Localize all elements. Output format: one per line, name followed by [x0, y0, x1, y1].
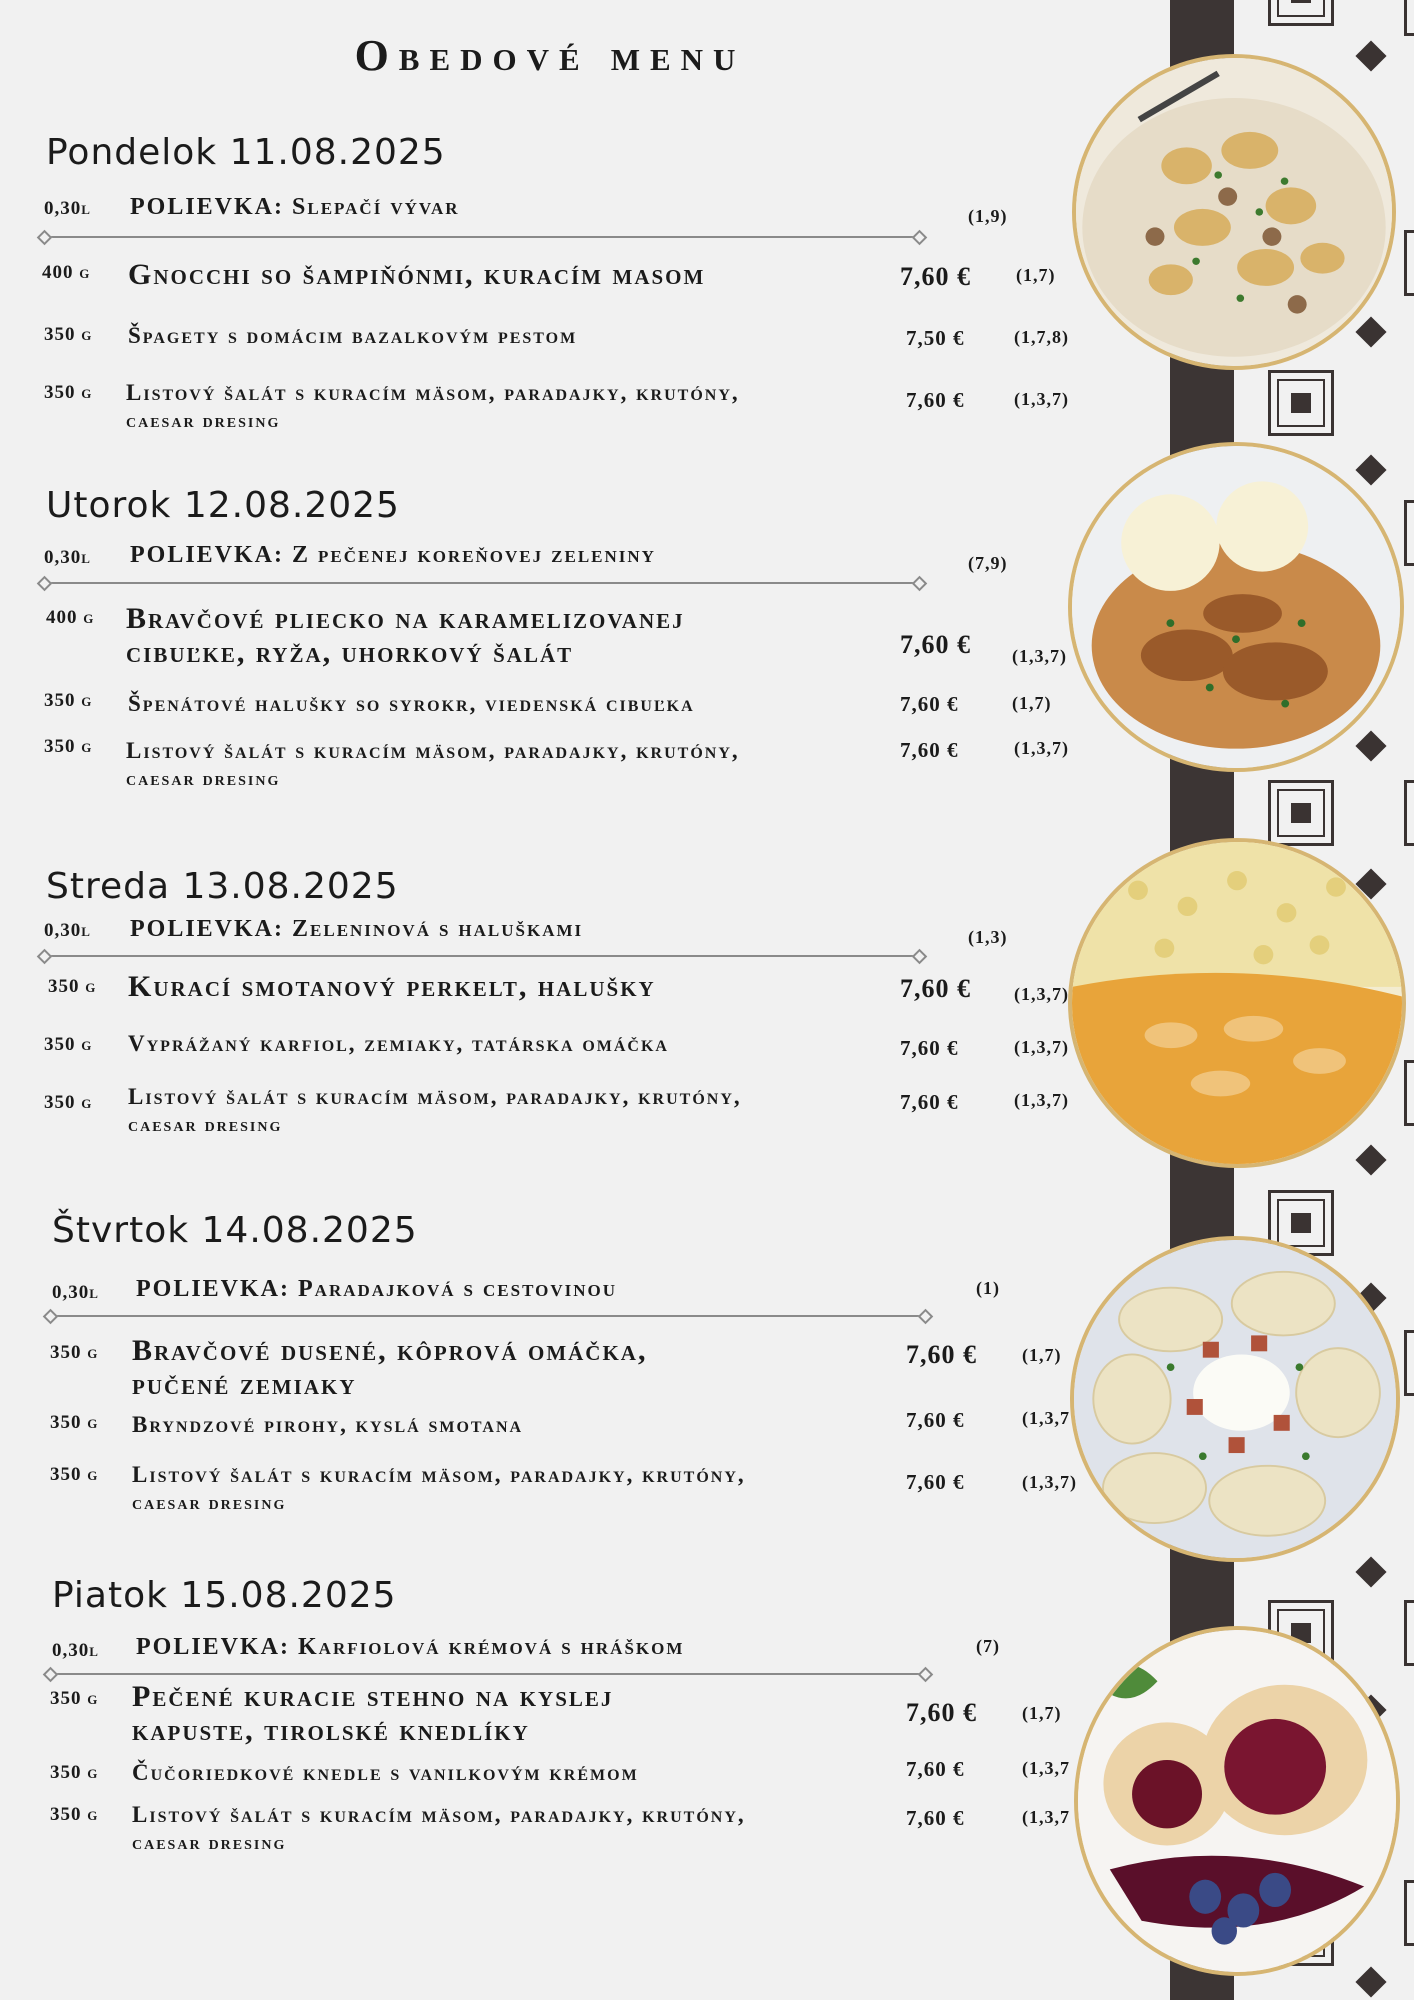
soup-allergens: (1) [976, 1278, 1000, 1298]
item-qty: 350 g [44, 1092, 93, 1113]
dish-name: Listový šalát s kuracím mäsom, paradajky, krutóny, [132, 1462, 746, 1487]
main-dish-name: Kurací smotanový perkelt, halušky [128, 970, 656, 1003]
main-dish-name-line2: kapuste, tirolské knedlíky [132, 1714, 530, 1747]
dish-name: Listový šalát s kuracím mäsom, paradajky, krutóny, [128, 1084, 742, 1109]
item-allergens: (1,7) [1022, 1345, 1062, 1365]
item-price: 7,60 € [900, 1036, 959, 1060]
item-price: 7,60 € [906, 1757, 965, 1781]
bracket-ornament [1404, 1880, 1414, 1946]
item-allergens: (1,3,7) [1014, 984, 1069, 1004]
soup-qty: 0,30l [52, 1282, 99, 1303]
diamond-ornament [1355, 40, 1386, 71]
item-price: 7,60 € [906, 1408, 965, 1432]
item-allergens: (1,3,7) [1012, 646, 1067, 666]
soup-qty: 0,30l [44, 198, 91, 219]
item-qty: 350 g [44, 382, 93, 403]
gnocchi-photo [1072, 54, 1396, 370]
item-qty: 350 g [44, 690, 93, 711]
item-allergens: (1,3,7) [1014, 389, 1069, 409]
item-qty: 400 g [42, 262, 91, 283]
item-allergens: (1,3,7) [1014, 1090, 1069, 1110]
day-heading: Utorok 12.08.2025 [46, 485, 400, 526]
main-dish-name: Bravčové pliecko na karamelizovanej [126, 602, 685, 635]
square-ornament [1268, 0, 1334, 26]
dish-name-line2: caesar dresing [128, 1114, 283, 1136]
main-dish-name-line2: pučené zemiaky [132, 1368, 357, 1401]
dish-name: Čučoriedkové knedle s vanilkovým krémom [132, 1760, 639, 1785]
bracket-ornament [1404, 0, 1414, 36]
menu-title: Obedové menu [354, 31, 746, 80]
divider [44, 955, 920, 957]
dish-name-line2: caesar dresing [132, 1492, 287, 1514]
diamond-ornament [1355, 730, 1386, 761]
soup-allergens: (1,3) [968, 927, 1008, 947]
day-heading: Štvrtok 14.08.2025 [52, 1210, 418, 1251]
item-qty: 400 g [46, 607, 95, 628]
item-price: 7,60 € [900, 692, 959, 716]
item-price: 7,60 € [900, 630, 971, 659]
item-qty: 350 g [50, 1762, 99, 1783]
dish-name: Vyprážaný karfiol, zemiaky, tatárska omáčka [128, 1031, 669, 1056]
soup-name: POLIEVKA: Karfiolová krémová s hráškom [136, 1634, 685, 1660]
diamond-ornament [1355, 316, 1386, 347]
bracket-ornament [1404, 1600, 1414, 1666]
bracket-ornament [1404, 500, 1414, 566]
dish-name-line2: caesar dresing [126, 410, 281, 432]
dish-name: Špagety s domácim bazalkovým pestom [128, 323, 578, 348]
dish-name-line2: caesar dresing [132, 1832, 287, 1854]
item-qty: 350 g [50, 1412, 99, 1433]
perkelt-photo [1068, 838, 1406, 1168]
divider [50, 1315, 926, 1317]
item-allergens: (1,3,7) [1014, 1037, 1069, 1057]
item-allergens: (1,7) [1022, 1703, 1062, 1723]
dumplings-photo [1074, 1626, 1400, 1976]
day-heading: Pondelok 11.08.2025 [46, 132, 446, 173]
item-allergens: (1,3,7 [1022, 1758, 1070, 1778]
square-ornament [1268, 370, 1334, 436]
divider [50, 1673, 926, 1675]
item-qty: 350 g [50, 1342, 99, 1363]
bracket-ornament [1404, 780, 1414, 846]
item-qty: 350 g [50, 1688, 99, 1709]
main-dish-name: Bravčové dusené, kôprová omáčka, [132, 1334, 648, 1367]
item-allergens: (1,7) [1012, 693, 1052, 713]
day-heading: Streda 13.08.2025 [46, 866, 399, 907]
dish-name: Listový šalát s kuracím mäsom, paradajky, krutóny, [126, 380, 740, 405]
main-dish-name-line2: cibuľke, ryža, uhorkový šalát [126, 636, 574, 669]
item-price: 7,60 € [906, 1340, 977, 1369]
main-dish-name: Pečené kuracie stehno na kyslej [132, 1680, 614, 1713]
item-allergens: (1,7) [1016, 265, 1056, 285]
item-price: 7,60 € [906, 388, 965, 412]
item-price: 7,60 € [906, 1806, 965, 1830]
item-price: 7,50 € [906, 326, 965, 350]
item-allergens: (1,7,8) [1014, 327, 1069, 347]
dish-name: Listový šalát s kuracím mäsom, paradajky, krutóny, [132, 1802, 746, 1827]
divider [44, 582, 920, 584]
item-qty: 350 g [44, 324, 93, 345]
item-allergens: (1,3,7 [1022, 1408, 1070, 1428]
soup-name: POLIEVKA: Paradajková s cestovinou [136, 1276, 618, 1302]
dish-name: Bryndzové pirohy, kyslá smotana [132, 1412, 524, 1437]
item-price: 7,60 € [906, 1698, 977, 1727]
item-price: 7,60 € [900, 738, 959, 762]
bracket-ornament [1404, 230, 1414, 296]
diamond-ornament [1355, 454, 1386, 485]
diamond-ornament [1355, 1556, 1386, 1587]
soup-qty: 0,30l [44, 920, 91, 941]
item-qty: 350 g [44, 736, 93, 757]
dish-name: Špenátové halušky so syrokr, viedenská cibuľka [128, 691, 695, 716]
dish-name-line2: caesar dresing [126, 768, 281, 790]
pirohy-photo [1070, 1236, 1400, 1562]
item-allergens: (1,3,7) [1014, 738, 1069, 758]
square-ornament [1268, 780, 1334, 846]
item-qty: 350 g [44, 1034, 93, 1055]
divider [44, 236, 920, 238]
diamond-ornament [1355, 1966, 1386, 1997]
soup-allergens: (1,9) [968, 206, 1008, 226]
soup-qty: 0,30l [44, 547, 91, 568]
day-heading: Piatok 15.08.2025 [52, 1575, 397, 1616]
soup-qty: 0,30l [52, 1640, 99, 1661]
item-price: 7,60 € [906, 1470, 965, 1494]
item-price: 7,60 € [900, 974, 971, 1003]
item-qty: 350 g [48, 976, 97, 997]
soup-allergens: (7) [976, 1636, 1000, 1656]
dish-name: Listový šalát s kuracím mäsom, paradajky, krutóny, [126, 738, 740, 763]
soup-name: POLIEVKA: Zeleninová s haluškami [130, 916, 584, 942]
diamond-ornament [1355, 1144, 1386, 1175]
item-allergens: (1,3,7) [1022, 1472, 1077, 1492]
soup-name: POLIEVKA: Slepačí vývar [130, 194, 460, 220]
bracket-ornament [1404, 1330, 1414, 1396]
item-qty: 350 g [50, 1804, 99, 1825]
item-allergens: (1,3,7 [1022, 1807, 1070, 1827]
soup-allergens: (7,9) [968, 553, 1008, 573]
item-price: 7,60 € [900, 262, 971, 291]
bracket-ornament [1404, 1060, 1414, 1126]
soup-name: POLIEVKA: Z pečenej koreňovej zeleniny [130, 542, 656, 568]
item-price: 7,60 € [900, 1090, 959, 1114]
item-qty: 350 g [50, 1464, 99, 1485]
pork-rice-photo [1068, 442, 1404, 772]
main-dish-name: Gnocchi so šampiňónmi, kuracím masom [128, 258, 706, 291]
